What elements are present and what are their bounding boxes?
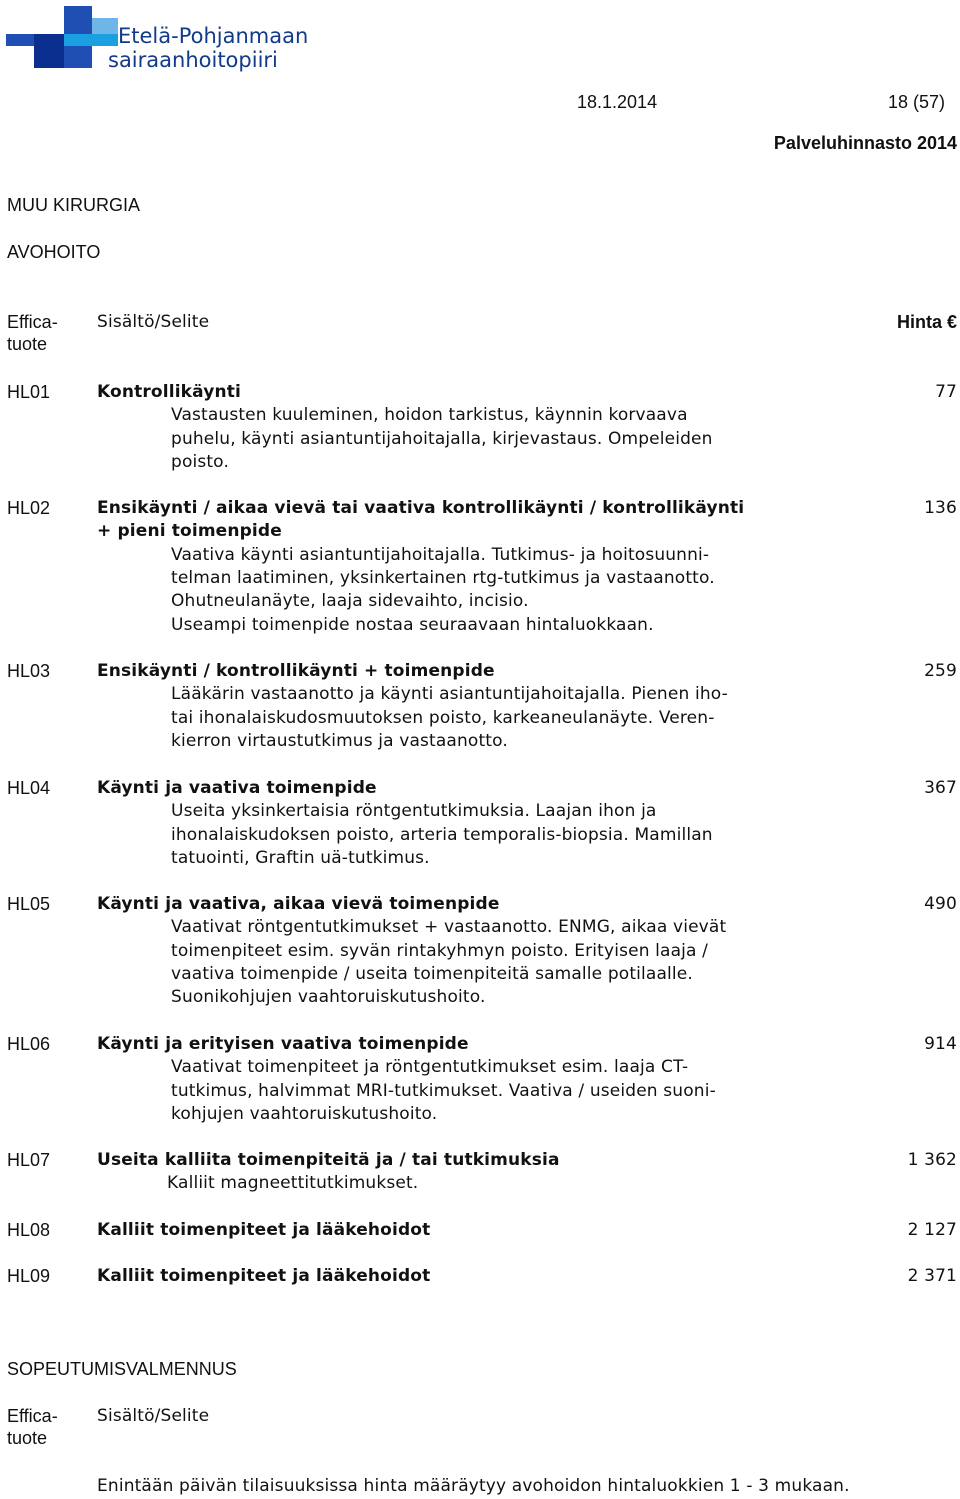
column-header-product-line1: Effica-	[7, 312, 58, 332]
row-description: kohjujen vaahtoruiskutushoito.	[171, 1103, 438, 1124]
row-price: 136	[924, 498, 957, 518]
row-price: 367	[924, 778, 957, 798]
row-price: 914	[924, 1034, 957, 1054]
row-title: Ensikäynti / kontrollikäynti + toimenpide	[97, 661, 495, 681]
org-name-line2: sairaanhoitopiiri	[108, 48, 278, 72]
row-description: tutkimus, halvimmat MRI-tutkimukset. Vaativa / useiden suoni-	[171, 1080, 716, 1101]
row-description: kierron virtaustutkimus ja vastaanotto.	[171, 730, 508, 751]
row-code: HL06	[7, 1034, 51, 1054]
row-title: Kontrollikäynti	[97, 382, 241, 402]
row-code: HL04	[7, 778, 51, 798]
row-description: telman laatiminen, yksinkertainen rtg-tutkimus ja vastaanotto.	[171, 567, 715, 588]
row-description: Ohutneulanäyte, laaja sidevaihto, incisio.	[171, 591, 529, 612]
logo	[6, 4, 326, 70]
row-title: Useita kalliita toimenpiteitä ja / tai tutkimuksia	[97, 1150, 560, 1170]
row-code: HL09	[7, 1266, 51, 1286]
row-description: puhelu, käynti asiantuntijahoitajalla, kirjevastaus. Ompeleiden	[171, 428, 713, 449]
column-header-content: Sisältö/Selite	[97, 312, 210, 332]
row-description: Vastausten kuuleminen, hoidon tarkistus, käynnin korvaava	[171, 405, 688, 426]
row-code: HL01	[7, 382, 51, 402]
row-description: tai ihonalaiskudosmuutoksen poisto, karkeaneulanäyte. Veren-	[171, 707, 715, 728]
column-header-product-line2: tuote	[7, 334, 48, 354]
row-title: Kalliit toimenpiteet ja lääkehoidot	[97, 1220, 431, 1240]
row-description: ihonalaiskudoksen poisto, arteria temporalis-biopsia. Mamillan	[171, 824, 713, 845]
row-description: Kalliit magneettitutkimukset.	[167, 1173, 419, 1194]
row-description: Suonikohjujen vaahtoruiskutushoito.	[171, 987, 486, 1008]
row-title: Käynti ja erityisen vaativa toimenpide	[97, 1034, 469, 1054]
section-subtitle: AVOHOITO	[7, 242, 101, 262]
section2-column-header-product	[7, 1406, 58, 1449]
row-description: Vaativat toimenpiteet ja röntgentutkimukset esim. laaja CT-	[171, 1057, 689, 1078]
row-code: HL08	[7, 1220, 51, 1240]
row-price: 1 362	[907, 1150, 957, 1170]
row-price: 2 371	[907, 1266, 957, 1286]
row-price: 259	[924, 661, 957, 681]
section2-column-header-product-line1: Effica-	[7, 1406, 58, 1426]
section2-note: Enintään päivän tilaisuuksissa hinta määräytyy avohoidon hintaluokkien 1 - 3 mukaan.	[97, 1476, 850, 1496]
row-description: Lääkärin vastaanotto ja käynti asiantuntijahoitajalla. Pienen iho-	[171, 684, 728, 705]
row-title: Käynti ja vaativa, aikaa vievä toimenpide	[97, 894, 500, 914]
document-title: Palveluhinnasto 2014	[773, 133, 957, 153]
row-description: Vaativat röntgentutkimukset + vastaanotto. ENMG, aikaa vievät	[171, 917, 727, 938]
column-header-product	[7, 312, 58, 355]
logo-cross-icon	[6, 4, 118, 68]
row-code: HL07	[7, 1150, 51, 1170]
section-title: MUU KIRURGIA	[7, 195, 141, 215]
row-price: 77	[935, 382, 957, 402]
org-name-line1: Etelä-Pohjanmaan	[118, 24, 309, 48]
column-header-price: Hinta €	[896, 312, 957, 332]
row-description: Useita yksinkertaisia röntgentutkimuksia. Laajan ihon ja	[171, 801, 657, 822]
row-title: + pieni toimenpide	[97, 521, 282, 542]
row-description: tatuointi, Graftin uä-tutkimus.	[171, 847, 430, 868]
row-title: Kalliit toimenpiteet ja lääkehoidot	[97, 1266, 431, 1286]
page-number: 18 (57)	[888, 92, 946, 112]
row-code: HL02	[7, 498, 51, 518]
row-code: HL05	[7, 894, 51, 914]
row-code: HL03	[7, 661, 51, 681]
row-title: Ensikäynti / aikaa vievä tai vaativa kontrollikäynti / kontrollikäynti	[97, 498, 745, 518]
row-title: Käynti ja vaativa toimenpide	[97, 778, 377, 798]
row-description: vaativa toimenpide / useita toimenpiteitä samalle potilaalle.	[171, 963, 693, 984]
row-price: 2 127	[907, 1220, 957, 1240]
row-price: 490	[924, 894, 957, 914]
section2-column-header-product-line2: tuote	[7, 1428, 48, 1448]
document-date: 18.1.2014	[577, 92, 658, 112]
row-description: poisto.	[171, 451, 229, 472]
row-description: Vaativa käynti asiantuntijahoitajalla. Tutkimus- ja hoitosuunni-	[171, 544, 710, 565]
section2-column-header-content: Sisältö/Selite	[97, 1406, 210, 1426]
row-description: toimenpiteet esim. syvän rintakyhmyn poisto. Erityisen laaja /	[171, 940, 709, 961]
section2-title: SOPEUTUMISVALMENNUS	[7, 1359, 237, 1379]
row-description: Useampi toimenpide nostaa seuraavaan hintaluokkaan.	[171, 614, 654, 635]
